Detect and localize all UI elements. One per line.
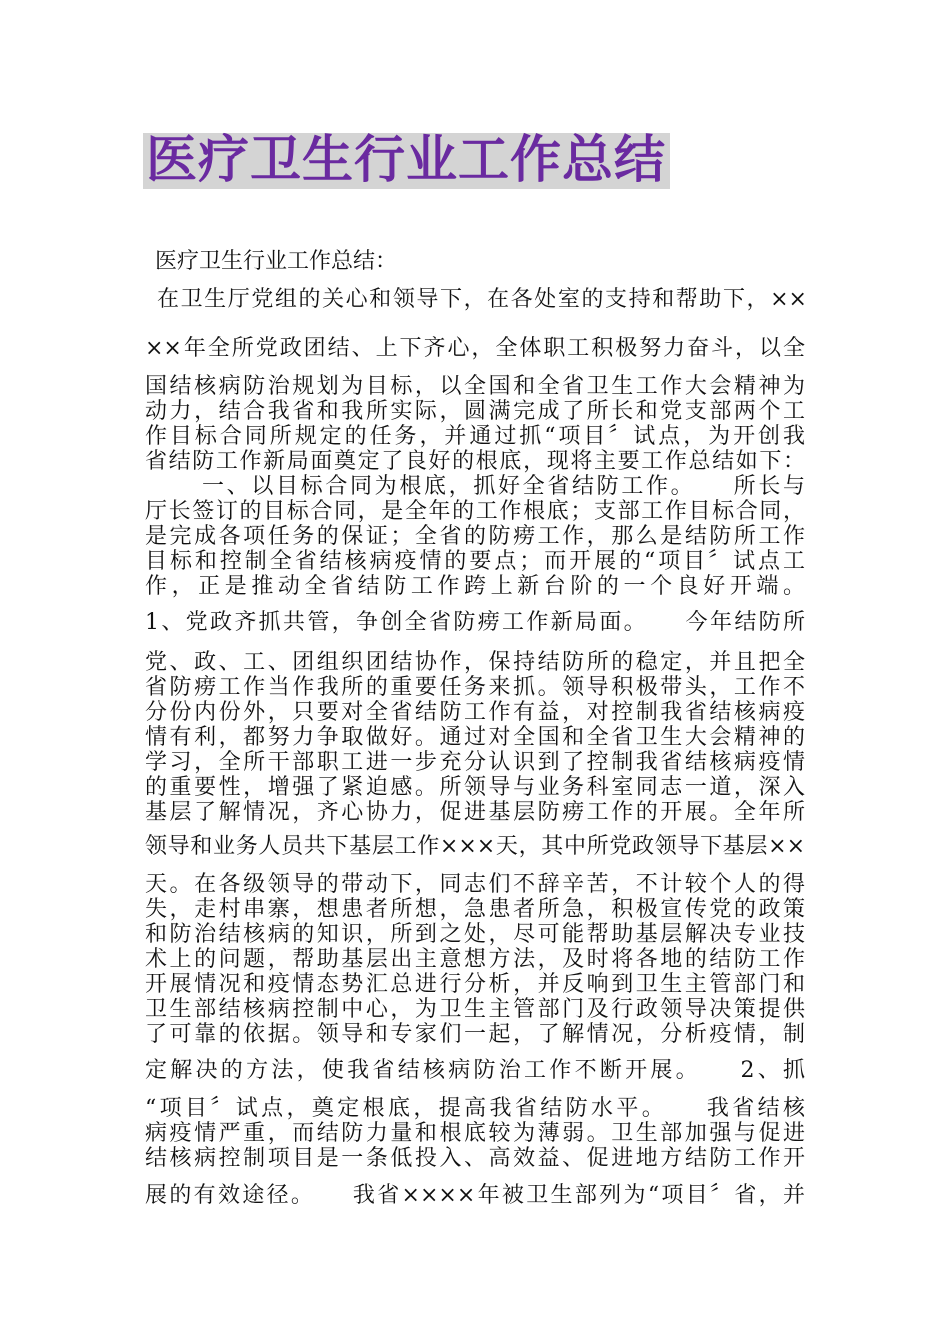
paragraph-line: 国结核病防治规划为目标，以全国和全省卫生工作大会精神为	[145, 374, 805, 399]
paragraph-line: 动力，结合我省和我所实际，圆满完成了所长和党支部两个工	[145, 399, 805, 424]
paragraph-line: 的重要性，增强了紧迫感。所领导与业务科室同志一道，深入	[145, 775, 805, 800]
paragraph-line: 医疗卫生行业工作总结：	[155, 249, 398, 274]
paragraph-line: 天。在各级领导的带动下，同志们不辞辛苦，不计较个人的得	[145, 872, 805, 897]
paragraph-line: 省防痨工作当作我所的重要任务来抓。领导积极带头，工作不	[145, 675, 805, 700]
paragraph-line: “项目〞试点，奠定根底，提高我省结防水平。 我省结核	[145, 1096, 805, 1121]
paragraph-line: 开展情况和疫情态势汇总进行分析，并反响到卫生主管部门和	[145, 972, 805, 997]
paragraph-line: 结核病控制项目是一条低投入、高效益、促进地方结防工作开	[145, 1146, 805, 1171]
document-title: 医疗卫生行业工作总结	[146, 131, 667, 190]
paragraph-line: 和防治结核病的知识，所到之处，尽可能帮助基层解决专业技	[145, 922, 805, 947]
paragraph-line: 厅长签订的目标合同，是全年的工作根底；支部工作目标合同，	[145, 499, 805, 524]
title-highlight	[143, 133, 670, 189]
paragraph-line: 领导和业务人员共下基层工作×××天，其中所党政领导下基层××	[145, 834, 805, 859]
paragraph-line: 作，正是推动全省结防工作跨上新台阶的一个良好开端。	[145, 574, 805, 599]
paragraph-line: 是完成各项任务的保证；全省的防痨工作，那么是结防所工作	[145, 524, 805, 549]
paragraph-line: 卫生部结核病控制中心，为卫生主管部门及行政领导决策提供	[145, 997, 805, 1022]
paragraph-line: 基层了解情况，齐心协力，促进基层防痨工作的开展。全年所	[145, 800, 805, 825]
paragraph-line: 术上的问题，帮助基层出主意想方法，及时将各地的结防工作	[145, 947, 805, 972]
paragraph-line: 一、以目标合同为根底，抓好全省结防工作。 所长与	[202, 474, 805, 499]
paragraph-line: 情有利，都努力争取做好。通过对全国和全省卫生大会精神的	[145, 725, 805, 750]
paragraph-line: 党、政、工、团组织团结协作，保持结防所的稳定，并且把全	[145, 650, 805, 675]
paragraph-line: 作目标合同所规定的任务，并通过抓“项目〞试点，为开创我	[145, 424, 805, 449]
paragraph-line: 展的有效途径。 我省××××年被卫生部列为“项目〞省，并	[145, 1183, 805, 1208]
paragraph-line: 病疫情严重，而结防力量和根底较为薄弱。卫生部加强与促进	[145, 1121, 805, 1146]
paragraph-line: 分份内份外，只要对全省结防工作有益，对控制我省结核病疫	[145, 700, 805, 725]
paragraph-line: 失，走村串寨，想患者所想，急患者所急，积极宣传党的政策	[145, 897, 805, 922]
paragraph-line: 了可靠的依据。领导和专家们一起，了解情况，分析疫情，制	[145, 1022, 805, 1047]
paragraph-line: 目标和控制全省结核病疫情的要点；而开展的“项目〞试点工	[145, 549, 805, 574]
paragraph-line: 省结防工作新局面奠定了良好的根底，现将主要工作总结如下：	[145, 449, 805, 474]
paragraph-line: 在卫生厅党组的关心和领导下，在各处室的支持和帮助下，××	[157, 287, 807, 312]
paragraph-line: 定解决的方法，使我省结核病防治工作不断开展。 2、抓	[145, 1058, 805, 1083]
paragraph-line: 学习，全所干部职工进一步充分认识到了控制我省结核病疫情	[145, 750, 805, 775]
paragraph-line: ××年全所党政团结、上下齐心，全体职工积极努力奋斗，以全	[145, 336, 805, 361]
paragraph-line: 1、党政齐抓共管，争创全省防痨工作新局面。 今年结防所	[145, 610, 805, 635]
